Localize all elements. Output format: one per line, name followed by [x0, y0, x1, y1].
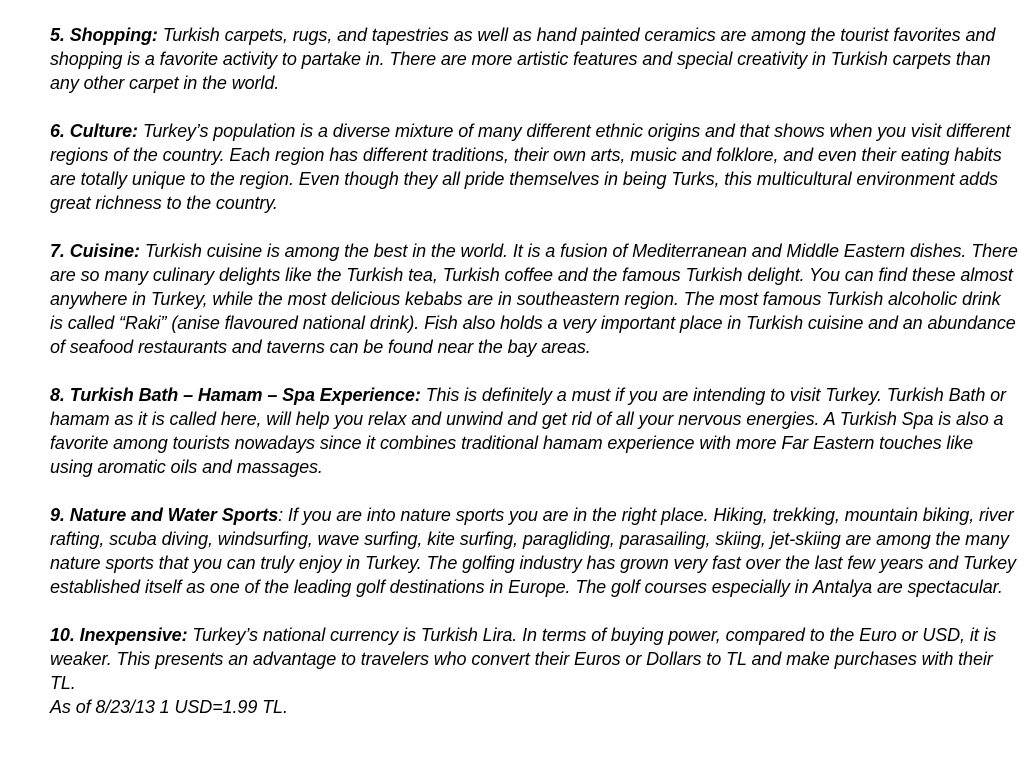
section-body: This is definitely a must if you are intending to visit Turkey. Turkish Bath or hamam as it is called here, will help you relax and unwind and get rid of all your nervous energies. A Turkish Spa is also a favorite among tourists nowadays since it combines traditional hamam experience with more Far Eastern touches like using aromatic oils and massages. [50, 385, 1006, 477]
section-heading: 7. Cuisine: [50, 241, 140, 261]
exchange-rate-note: As of 8/23/13 1 USD=1.99 TL. [50, 697, 288, 717]
section-paragraph [50, 503, 1018, 599]
section-heading: 6. Culture: [50, 121, 138, 141]
section-paragraph [50, 239, 1018, 359]
section-culture [50, 119, 1018, 215]
section-paragraph [50, 623, 1018, 695]
section-heading: 5. Shopping: [50, 25, 158, 45]
section-body: Turkish carpets, rugs, and tapestries as well as hand painted ceramics are among the tourist favorites and shopping is a favorite activity to partake in. There are more artistic features and special creativity in Turkish carpets than any other carpet in the world. [50, 25, 996, 93]
section-body: Turkish cuisine is among the best in the world. It is a fusion of Mediterranean and Middle Eastern dishes. There are so many culinary delights like the Turkish tea, Turkish coffee and the famous Turkish delight. You can find these almost anywhere in Turkey, while the most delicious kebabs are in southeastern region. The most famous Turkish alcoholic drink is called “Raki” (anise flavoured national drink). Fish also holds a very important place in Turkish cuisine and an abundance of seafood restaurants and taverns can be found near the bay areas. [50, 241, 1018, 357]
section-body: Turkey’s national currency is Turkish Lira. In terms of buying power, compared to the Euro or USD, it is weaker. This presents an advantage to travelers who convert their Euros or Dollars to TL and make purchases with their TL. [50, 625, 997, 693]
section-body: : If you are into nature sports you are in the right place. Hiking, trekking, mountain biking, river rafting, scuba diving, windsurfing, wave surfing, kite surfing, paragliding, parasailing, skiing, jet-skiing are among the many nature sports that you can truly enjoy in Turkey. The golfing industry has grown very fast over the last few years and Turkey established itself as one of the leading golf destinations in Europe. The golf courses especially in Antalya are spectacular. [50, 505, 1016, 597]
section-shopping [50, 23, 1018, 95]
section-body: Turkey’s population is a diverse mixture of many different ethnic origins and that shows when you visit different regions of the country. Each region has different traditions, their own arts, music and folklore, and even their eating habits are totally unique to the region. Even though they all pride themselves in being Turks, this multicultural environment adds great richness to the country. [50, 121, 1011, 213]
section-heading: 10. Inexpensive: [50, 625, 188, 645]
section-paragraph [50, 383, 1018, 479]
section-nature-sports [50, 503, 1018, 599]
section-paragraph [50, 119, 1018, 215]
section-heading: 8. Turkish Bath – Hamam – Spa Experience: [50, 385, 421, 405]
text-content [50, 23, 1018, 743]
section-inexpensive [50, 623, 1018, 719]
section-heading: 9. Nature and Water Sports [50, 505, 279, 525]
section-turkish-bath [50, 383, 1018, 479]
section-paragraph [50, 23, 1018, 95]
section-cuisine [50, 239, 1018, 359]
